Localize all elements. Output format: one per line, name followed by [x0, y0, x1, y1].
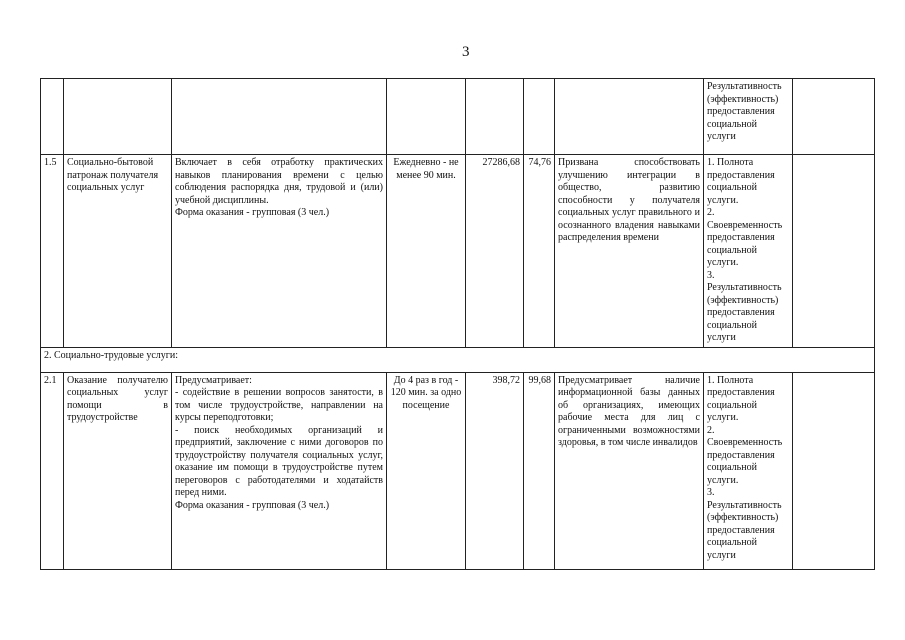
- indicator-line: социальной: [707, 118, 757, 130]
- indicator-line: услуги: [707, 332, 736, 343]
- table-row: [41, 372, 875, 569]
- service-name: Социально-бытовой патронаж получателя социальных услуг: [64, 155, 172, 348]
- indicator-line: Результативность: [707, 81, 782, 92]
- service-percent: 99,68: [524, 372, 555, 569]
- row-number: 2.1: [41, 372, 64, 569]
- indicator-line: социальной: [707, 399, 757, 411]
- indicator-line: 2.: [707, 424, 715, 436]
- indicator-line: Своевременность: [707, 219, 783, 231]
- service-name: Оказание получателю социальных услуг помощи в трудоустройстве: [64, 372, 172, 569]
- indicator-line: 1. Полнота: [707, 374, 754, 386]
- indicator-line: социальной: [707, 462, 757, 473]
- content-form: Форма оказания - групповая (3 чел.): [175, 207, 330, 218]
- row-number: 1.5: [41, 155, 64, 348]
- service-indicators: [704, 372, 793, 569]
- table-row: [41, 155, 875, 348]
- indicator-line: предоставления: [707, 387, 775, 398]
- indicator-line: услуги.: [707, 474, 739, 486]
- indicator-line: 3.: [707, 487, 715, 498]
- indicator-line: услуги: [707, 131, 736, 142]
- cell-extra: [793, 372, 875, 569]
- indicator-line: услуги.: [707, 257, 739, 268]
- indicator-line: предоставления: [707, 449, 775, 461]
- service-frequency: Ежедневно - не менее 90 мин.: [387, 155, 466, 348]
- service-tariff: 398,72: [466, 372, 524, 569]
- content-line: Предусматривает:: [175, 374, 252, 386]
- cell-name: [64, 79, 172, 155]
- page-number: 3: [462, 44, 470, 60]
- service-frequency: До 4 раз в год - 120 мин. за одно посещение: [387, 372, 466, 569]
- content-line: Форма оказания - групповая (3 чел.): [175, 499, 330, 511]
- indicator-line: Своевременность: [707, 437, 783, 448]
- cell-content: [172, 79, 387, 155]
- service-percent: 74,76: [524, 155, 555, 348]
- service-indicators: [704, 155, 793, 348]
- indicator-line: социальной: [707, 319, 757, 331]
- indicator-line: предоставления: [707, 169, 775, 181]
- indicator-line: (эффективность): [707, 294, 779, 306]
- cell-tariff: [466, 79, 524, 155]
- table-row: [41, 79, 875, 155]
- indicator-line: (эффективность): [707, 93, 779, 105]
- indicator-line: (эффективность): [707, 512, 779, 523]
- indicator-line: предоставления: [707, 524, 775, 536]
- content-text: Включает в себя отработку практических навыков планирования времени с целью соблюдения распорядка дня, трудовой и (или) учебной дисциплины.: [175, 157, 383, 206]
- indicator-line: предоставления: [707, 307, 775, 318]
- indicator-line: Результативность: [707, 282, 782, 293]
- service-content: [172, 372, 387, 569]
- indicator-line: 1. Полнота: [707, 157, 754, 168]
- indicator-line: социальной: [707, 537, 757, 548]
- cell-extra: [793, 79, 875, 155]
- service-conditions: Призвана способствовать улучшению интеграции в общество, развитию способности у получателя социальных услуг правильного и осознанного владения навыками распределения времени: [555, 155, 704, 348]
- content-line: - поиск необходимых организаций и предприятий, заключение с ними договоров по трудоустройству получателя социальных услуг, оказание им помощи в трудоустройстве путем переговоров с работодателями и ходатайств перед ними.: [175, 424, 383, 498]
- cell-num: [41, 79, 64, 155]
- indicator-line: предоставления: [707, 106, 775, 117]
- indicator-line: 2.: [707, 207, 715, 218]
- service-conditions: Предусматривает наличие информационной базы данных об организациях, имеющих рабочие места для лиц с ограниченными возможностями здоровья, в том числе инвалидов: [555, 372, 704, 569]
- indicator-line: 3.: [707, 269, 715, 281]
- indicator-line: услуги.: [707, 412, 739, 423]
- service-content: [172, 155, 387, 348]
- indicator-line: предоставления: [707, 232, 775, 243]
- cell-frequency: [387, 79, 466, 155]
- service-tariff: 27286,68: [466, 155, 524, 348]
- content-line: - содействие в решении вопросов занятости, в том числе трудоустройстве, направлении на курсы переподготовки;: [175, 387, 383, 423]
- indicator-line: социальной: [707, 244, 757, 256]
- indicator-line: Результативность: [707, 499, 782, 511]
- cell-extra: [793, 155, 875, 348]
- indicator-line: услуги.: [707, 194, 739, 206]
- cell-conditions: [555, 79, 704, 155]
- cell-percent: [524, 79, 555, 155]
- cell-indicators: [704, 79, 793, 155]
- section-heading: 2. Социально-трудовые услуги:: [41, 347, 875, 372]
- indicator-line: социальной: [707, 182, 757, 193]
- services-table: [40, 78, 875, 570]
- indicator-line: услуги: [707, 549, 736, 561]
- section-row: [41, 347, 875, 372]
